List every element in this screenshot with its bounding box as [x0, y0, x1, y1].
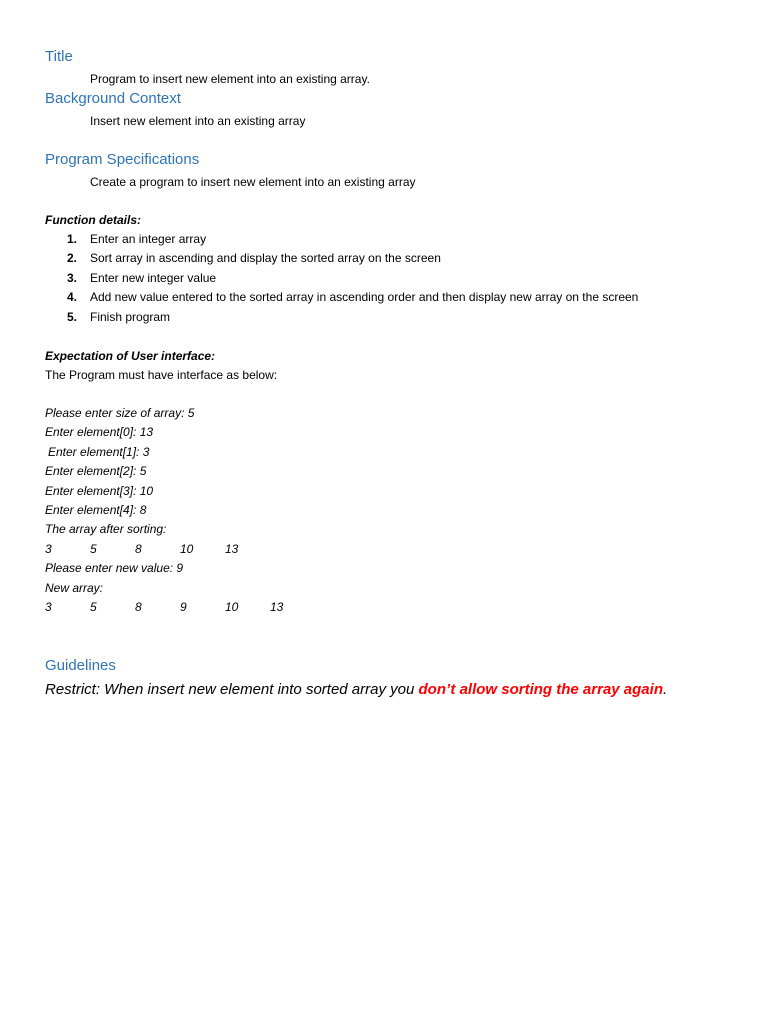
background-text: Insert new element into an existing array: [90, 114, 306, 128]
list-item-text: Add new value entered to the sorted array in ascending order and then display new array on the screen: [90, 290, 639, 305]
list-item-text: Finish program: [90, 309, 171, 324]
array-value: 13: [225, 541, 239, 556]
console-line: Please enter size of array: 5: [45, 406, 195, 420]
console-line: Enter element[4]: 8: [45, 502, 147, 517]
specs-heading: Program Specifications: [45, 151, 200, 168]
console-line: New array:: [45, 580, 104, 595]
list-item-text: Enter new integer value: [90, 270, 217, 285]
array-value: 3: [45, 599, 52, 614]
specs-text: Create a program to insert new element into an existing array: [90, 175, 416, 189]
array-value: 5: [90, 599, 97, 614]
ui-expectation-label: Expectation of User interface:: [45, 349, 216, 363]
list-item-number: 3.: [67, 270, 78, 285]
background-heading: Background Context: [45, 90, 181, 107]
array-value: 3: [45, 541, 52, 556]
guidelines-heading: Guidelines: [45, 657, 116, 674]
guideline-restrict: [45, 680, 667, 700]
new-array-row: [45, 599, 284, 618]
list-item-number: 2.: [67, 251, 78, 266]
restrict-suffix: .: [662, 681, 668, 698]
console-line: Enter element[1]: 3: [48, 444, 150, 459]
ui-expectation-intro: The Program must have interface as below:: [45, 368, 278, 382]
list-item-number: 4.: [67, 290, 78, 305]
sorted-array-row: [45, 541, 239, 560]
title-heading: Title: [45, 48, 73, 65]
array-value: 8: [135, 541, 142, 556]
list-item-text: Enter an integer array: [90, 232, 207, 246]
restrict-prefix: Restrict: When insert new element into sorted array you: [45, 681, 419, 698]
console-line: Enter element[2]: 5: [45, 464, 147, 479]
array-value: 9: [180, 599, 187, 614]
title-text: Program to insert new element into an existing array.: [90, 72, 370, 86]
console-line: Enter element[3]: 10: [45, 483, 154, 498]
list-item-text: Sort array in ascending and display the sorted array on the screen: [90, 251, 441, 266]
function-details-label: Function details:: [45, 213, 141, 227]
console-sample: [45, 405, 284, 618]
array-value: 10: [225, 599, 239, 614]
array-value: 13: [270, 599, 284, 614]
array-value: 10: [180, 541, 194, 556]
restrict-emphasis: don’t allow sorting the array again: [418, 681, 663, 698]
array-value: 8: [135, 599, 142, 614]
console-line: The array after sorting:: [45, 522, 167, 537]
list-item-number: 5.: [67, 309, 78, 324]
list-item-number: 1.: [67, 232, 78, 246]
console-line: Enter element[0]: 13: [45, 425, 154, 440]
array-value: 5: [90, 541, 97, 556]
console-line: Please enter new value: 9: [45, 561, 184, 576]
